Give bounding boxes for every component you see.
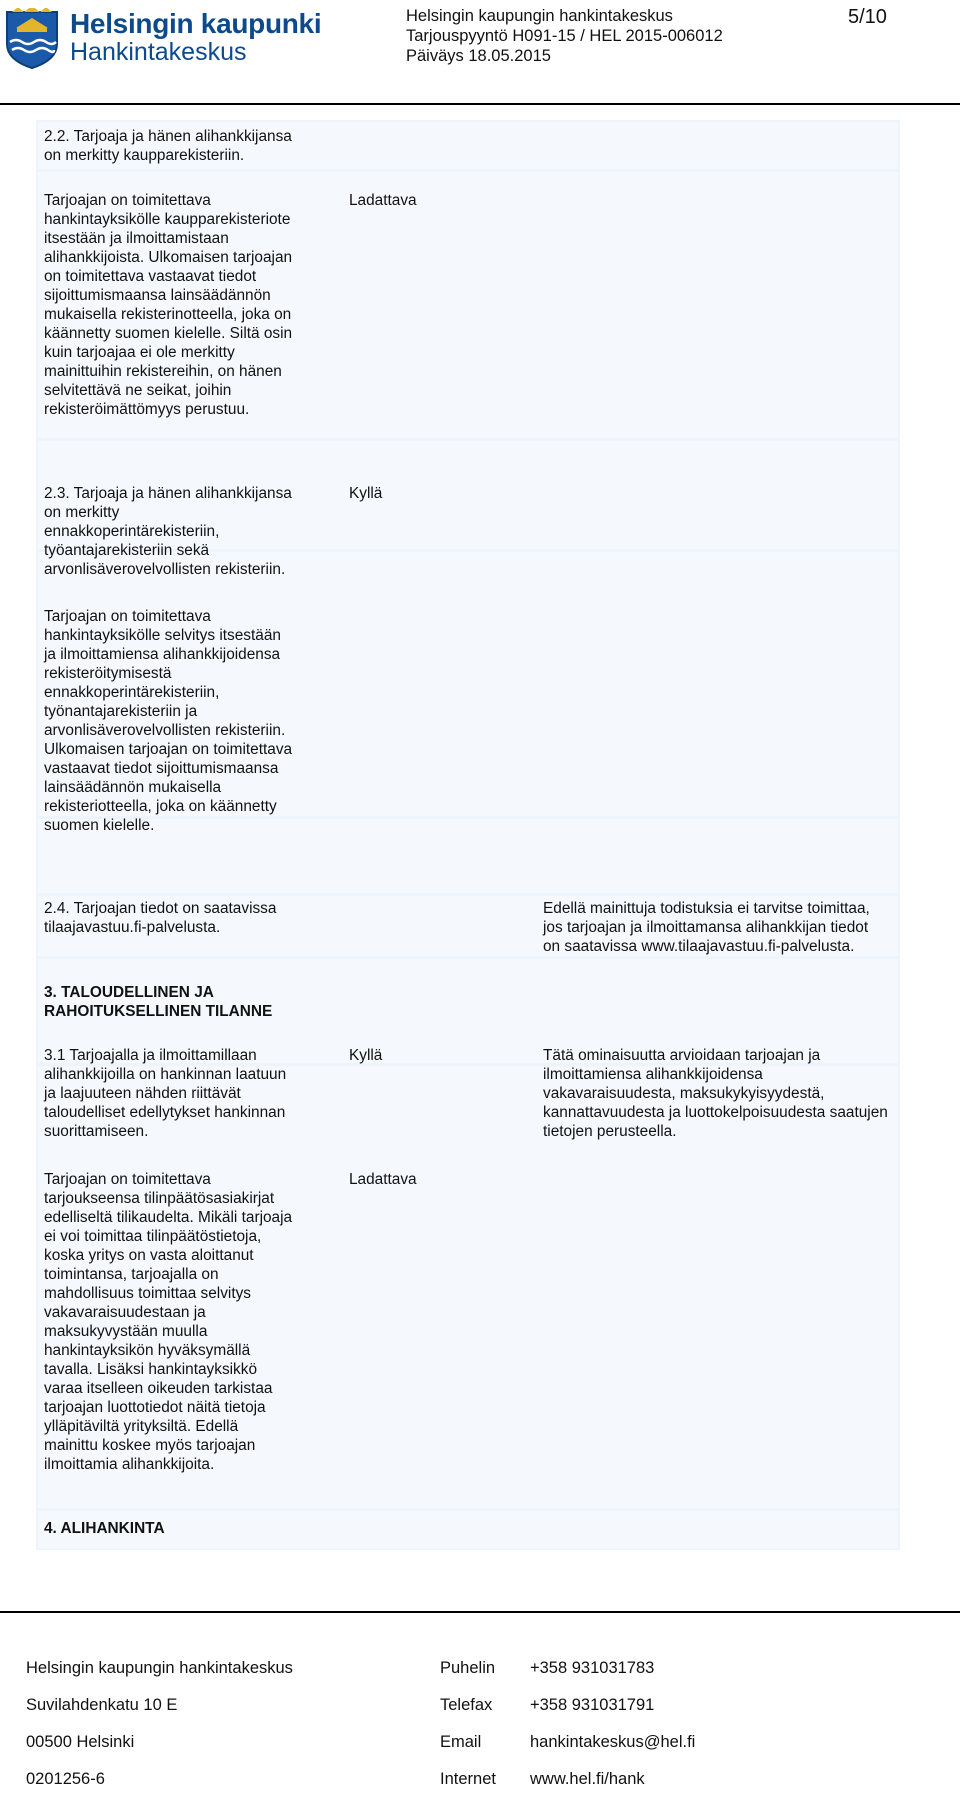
footer-street: Suvilahdenkatu 10 E — [26, 1695, 178, 1714]
requirement-text: Tarjoajan on toimitettava hankintayksikölle kaupparekisteriote itsestään ja ilmoittamistaan alihankkijoista. Ulkomaisen tarjoajan on toimitettava vastaavat tiedot sijoittumismaansa lainsäädännön mukaisella rekisterinotteella, joka on käännetty suomen kielelle. Siltä osin kuin tarjoajaa ei ole merkitty mainittuihin rekistereihin, on hänen selvitettävä ne seikat, joihin rekisteröimättömyys perustuu. — [44, 192, 293, 418]
section-heading: 3. TALOUDELLINEN JA RAHOITUKSELLINEN TILANNE — [44, 984, 273, 1020]
footer-fax: +358 931031791 — [530, 1695, 655, 1714]
header-divider — [0, 103, 960, 105]
footer-contact-labels — [440, 1640, 496, 1807]
footer-org: Helsingin kaupungin hankintakeskus — [26, 1658, 293, 1677]
footer-address — [26, 1640, 293, 1807]
footer-divider — [0, 1611, 960, 1613]
response-type: Kyllä — [349, 1047, 383, 1064]
footer-label: Puhelin — [440, 1658, 496, 1677]
footer-phone: +358 931031783 — [530, 1658, 655, 1677]
requirement-text: 3.1 Tarjoajalla ja ilmoittamillaan alihankkijoilla on hankinnan laatuun ja laajuuteen nähden riittävät taloudelliset edellytykset hankinnan suorittamiseen. — [44, 1047, 287, 1140]
footer-business-id: 0201256-6 — [26, 1769, 105, 1788]
brand-title: Helsingin kaupunki — [70, 8, 322, 39]
response-type: Kyllä — [349, 485, 383, 502]
header-reference: Tarjouspyyntö H091-15 / HEL 2015-006012 — [406, 27, 723, 45]
header-org: Helsingin kaupungin hankintakeskus — [406, 7, 673, 25]
page-number: 5/10 — [848, 6, 887, 28]
section-heading: 4. ALIHANKINTA — [44, 1520, 165, 1537]
helsinki-crest-icon — [4, 8, 60, 70]
page-header — [0, 0, 960, 106]
requirement-text: 2.2. Tarjoaja ja hänen alihankkijansa on merkitty kaupparekisteriin. — [44, 128, 292, 164]
requirement-text: Tarjoajan on toimitettava tarjoukseensa tilinpäätösasiakirjat edelliseltä tilikaudelta. Mikäli tarjoaja ei voi toimittaa tilinpäätöstietoja, koska yritys on vasta aloittanut toimintansa, tarjoajalla on mahdollisuus toimittaa selvitys vakavaraisuudestaan ja maksukyvystään muulla hankintayksikön hyväksymällä tavalla. Lisäksi hankintayksikkö varaa itselleen oikeuden tarkistaa tarjoajan luottotiedot näitä tietoja ylläpitäviltä yrityksiltä. Edellä mainittu koskee myös tarjoajan ilmoittamia alihankkijoita. — [44, 1171, 293, 1473]
footer-website[interactable]: www.hel.fi/hank — [530, 1769, 645, 1788]
brand-subtitle: Hankintakeskus — [70, 38, 247, 66]
header-info — [406, 6, 723, 66]
requirement-note: Edellä mainittuja todistuksia ei tarvitse toimittaa, jos tarjoajan ja ilmoittamansa alihankkijan tiedot on saatavissa www.tilaajavastuu.fi-palvelusta. — [543, 900, 870, 955]
footer-label: Internet — [440, 1769, 496, 1788]
footer-postal: 00500 Helsinki — [26, 1732, 135, 1751]
footer-email[interactable]: hankintakeskus@hel.fi — [530, 1732, 696, 1751]
requirement-text: 2.3. Tarjoaja ja hänen alihankkijansa on merkitty ennakkoperintärekisteriin, työantajarekisteriin sekä arvonlisäverovelvollisten rekisteriin. — [44, 485, 292, 578]
response-type: Ladattava — [349, 1171, 417, 1188]
response-type: Ladattava — [349, 192, 417, 209]
requirement-note: Tätä ominaisuutta arvioidaan tarjoajan ja ilmoittamiensa alihankkijoidensa vakavaraisuudesta, maksukykyisyydestä, kannattavuudesta ja luottokelpoisuudesta saatujen tietojen perusteella. — [543, 1047, 888, 1140]
requirement-text: Tarjoajan on toimitettava hankintayksikölle selvitys itsestään ja ilmoittamiensa alihankkijoidensa rekisteröitymisestä ennakkoperintärekisteriin, työnantajarekisteriin ja arvonlisäverovelvollisten rekisteriin. Ulkomaisen tarjoajan on toimitettava vastaavat tiedot sijoittumismaansa lainsäädännön mukaisella rekisteriotteella, joka on käännetty suomen kielelle. — [44, 608, 293, 834]
requirement-text: 2.4. Tarjoajan tiedot on saatavissa tilaajavastuu.fi-palvelusta. — [44, 900, 277, 936]
footer-contact-values — [530, 1640, 695, 1807]
footer-label: Email — [440, 1732, 482, 1751]
footer-label: Telefax — [440, 1695, 493, 1714]
header-date: Päiväys 18.05.2015 — [406, 47, 551, 65]
